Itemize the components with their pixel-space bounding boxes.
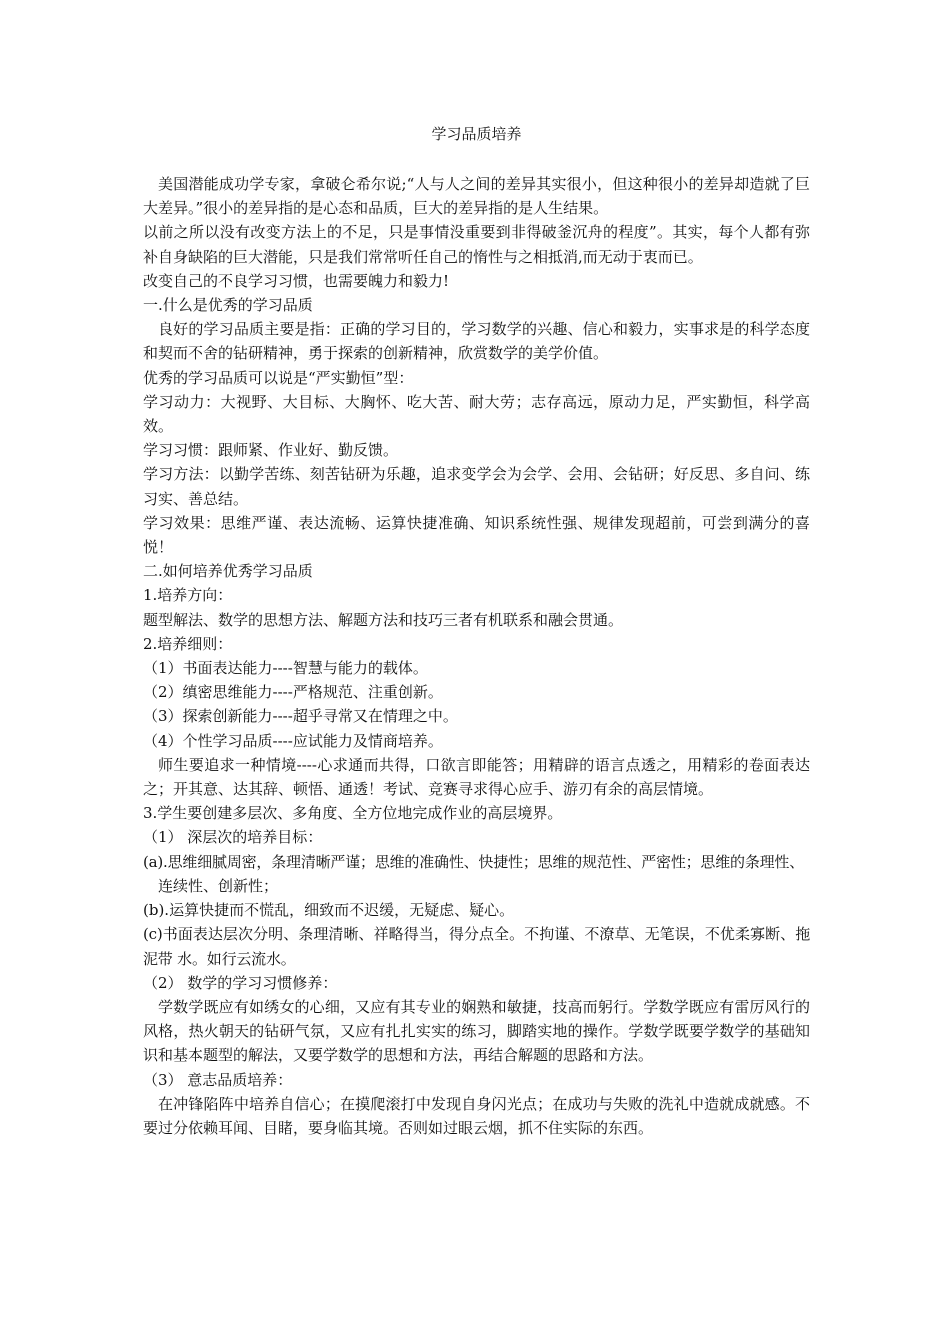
section-heading-2: 二.如何培养优秀学习品质	[143, 562, 313, 581]
paragraph-learning-motivation: 学习动力：大视野、大目标、大胸怀、吃大苦、耐大劳；志存高远，原动力足，严实勤恒，科学高效。	[143, 392, 810, 436]
list-item-detail-2: （2）缜密思维能力----严格规范、注重创新。	[143, 683, 443, 702]
paragraph-intro-quote: 美国潜能成功学专家，拿破仑希尔说;“人与人之间的差异其实很小，但这种很小的差异却造就了巨大差异。”很小的差异指的是心态和品质，巨大的差异指的是人生结果。	[143, 175, 810, 218]
subheading-details: 2.培养细则：	[143, 634, 233, 653]
paragraph-goal-a-continued: 连续性、创新性；	[158, 876, 279, 895]
paragraph-learning-methods: 学习方法：以勤学苦练、刻苦钻研为乐趣，追求变学会为会学、会用、会钻研；好反思、多自问、练习实、善总结。	[143, 465, 810, 508]
paragraph-willpower: 在冲锋陷阵中培养自信心；在摸爬滚打中发现自身闪光点；在成功与失败的洗礼中造就成就感。不要过分依赖耳闻、目睹，要身临其境。否则如过眼云烟，抓不住实际的东西。	[143, 1094, 810, 1137]
section-heading-1: 一.什么是优秀的学习品质	[143, 296, 313, 315]
document-title: 学习品质培养	[431, 125, 522, 143]
list-item-study-habits: （2） 数学的学习习惯修养：	[143, 973, 338, 992]
paragraph-study-habits: 学数学既应有如绣女的心细，又应有其专业的娴熟和敏捷，技高而躬行。学数学既应有雷厉风行的风格，热火朝天的钻研气氛，又应有扎扎实实的练习，脚踏实地的操作。学数学既要学数学的基础知识和基本题型的解法，又要学数学的思想和方法，再结合解题的思路和方法。	[143, 997, 810, 1065]
subheading-direction: 1.培养方向：	[143, 586, 233, 605]
paragraph-excellent-type: 优秀的学习品质可以说是“严实勤恒”型：	[143, 368, 414, 387]
subheading-homework-realm: 3.学生要创建多层次、多角度、全方位地完成作业的高层境界。	[143, 804, 563, 823]
paragraph-direction: 题型解法、数学的思想方法、解题方法和技巧三者有机联系和融会贯通。	[143, 610, 624, 629]
paragraph-goal-a: (a).思维细腻周密，条理清晰严谨；思维的准确性、快捷性；思维的规范性、严密性；思维的条理性、	[143, 852, 805, 871]
paragraph-goal-c: (c)书面表达层次分明、条理清晰、祥略得当，得分点全。不拘谨、不潦草、无笔误，不优柔寡断、拖泥带 水。如行云流水。	[143, 925, 810, 968]
paragraph-good-quality: 良好的学习品质主要是指：正确的学习目的，学习数学的兴趣、信心和毅力，实事求是的科学态度和契而不舍的钻研精神，勇于探索的创新精神，欣赏数学的美学价值。	[143, 320, 810, 363]
paragraph-learning-effects: 学习效果：思维严谨、表达流畅、运算快捷准确、知识系统性强、规律发现超前，可尝到满分的喜悦！	[143, 513, 810, 557]
list-item-detail-4: （4）个性学习品质----应试能力及情商培养。	[143, 731, 443, 750]
list-item-detail-3: （3）探索创新能力----超乎寻常又在情理之中。	[143, 707, 458, 726]
list-item-deep-goals: （1） 深层次的培养目标：	[143, 828, 323, 847]
list-item-detail-1: （1）书面表达能力----智慧与能力的载体。	[143, 659, 428, 678]
paragraph-goal-b: (b).运算快捷而不慌乱，细致而不迟缓，无疑虑、疑心。	[143, 901, 515, 920]
paragraph-intro-change: 改变自己的不良学习习惯，也需要魄力和毅力!	[143, 271, 450, 290]
paragraph-intro-potential: 以前之所以没有改变方法上的不足，只是事情没重要到非得破釜沉舟的程度”。其实，每个人都有弥补自身缺陷的巨大潜能，只是我们常常听任自己的惰性与之相抵消,而无动于衷而已。	[143, 223, 810, 266]
paragraph-teacher-student: 师生要追求一种情境----心求通而共得，口欲言即能答；用精辟的语言点透之，用精彩的卷面表达之；开其意、达其辞、顿悟、通透！考试、竞赛寻求得心应手、游刃有余的高层情境。	[143, 755, 810, 799]
paragraph-learning-habits: 学习习惯：跟师紧、作业好、勤反馈。	[143, 441, 399, 460]
list-item-willpower: （3） 意志品质培养：	[143, 1070, 293, 1089]
